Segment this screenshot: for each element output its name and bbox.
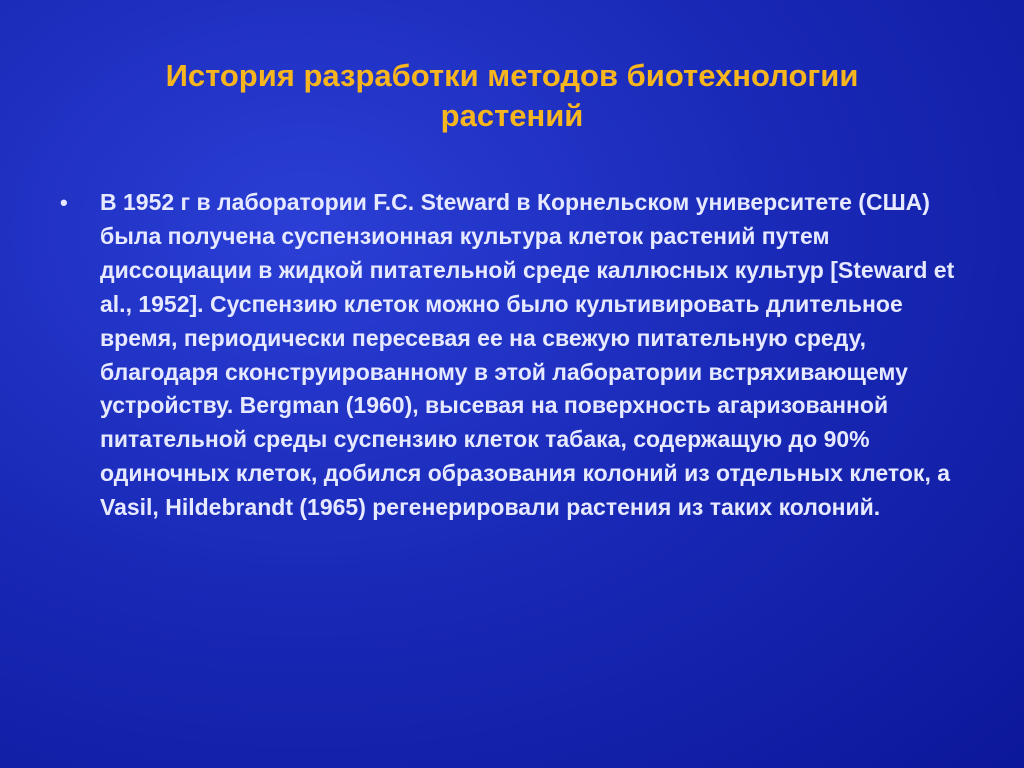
bullet-item [60,186,980,525]
bullet-dot-icon: • [60,190,68,215]
slide-title: История разработки методов биотехнологии растений [165,58,859,133]
bullet-list [60,186,980,525]
bullet-text: В 1952 г в лаборатории F.C. Steward в Корнельском университете (США) была получена суспензионная культура клеток растений путем диссоциации в жидкой питательной среде каллюсных культур [Steward et al., 1952]. Суспензию клеток можно было культивировать длительное время, периодически пересевая ее на свежую питательную среду, благодаря сконструированному в этой лаборатории встряхивающему устройству. Bergman (1960), высевая на поверхность агаризованной питательной среды суспензию клеток табака, содержащую до 90% одиночных клеток, добился образования колоний из отдельных клеток, а Vasil, Hildebrandt (1965) регенерировали растения из таких колоний. [100,189,955,521]
